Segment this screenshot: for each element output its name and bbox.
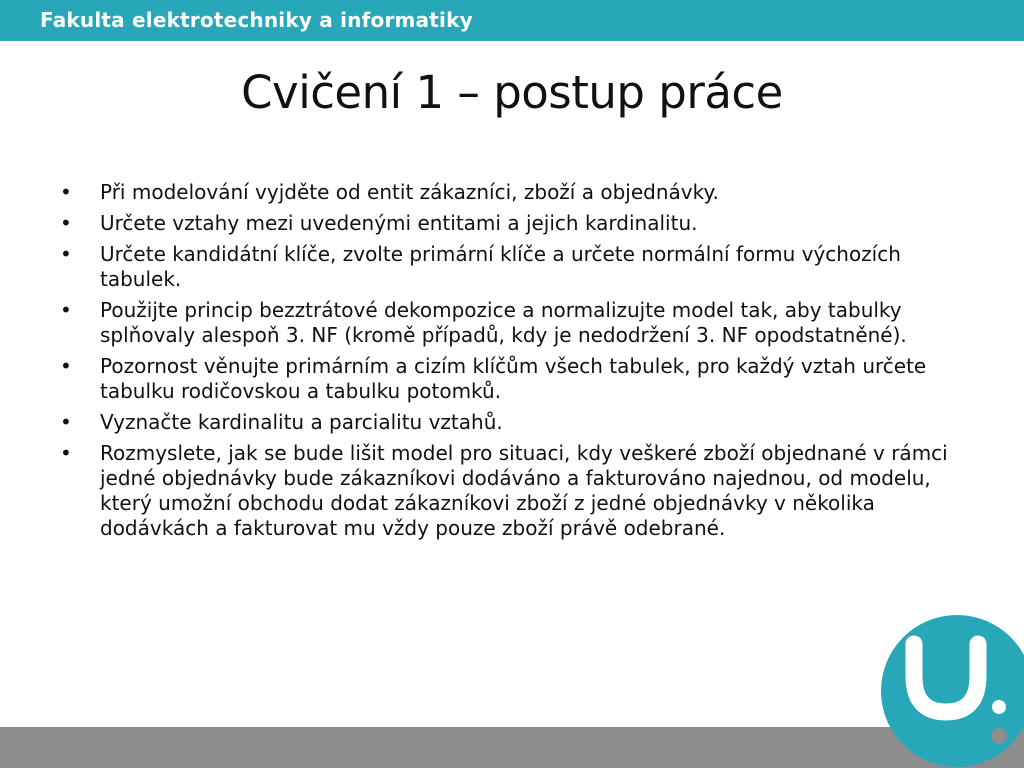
bullet-item [60,180,970,205]
bullet-text: Vyznačte kardinalitu a parcialitu vztahů. [100,410,503,434]
bullet-item [60,298,970,348]
bullet-text: Určete vztahy mezi uvedenými entitami a jejich kardinalitu. [100,211,698,235]
bullet-dot-icon: • [60,180,72,204]
bullet-dot-icon: • [60,298,72,322]
bullet-dot-icon: • [60,242,72,266]
slide-title: Cvičení 1 – postup práce [241,66,783,119]
bullet-item [60,211,970,236]
bullet-text: Rozmyslete, jak se bude lišit model pro situaci, kdy veškeré zboží objednané v rámci jedné objednávky bude zákazníkovi dodáváno a fakturováno najednou, od modelu, který umožní obchodu dodat zákazníkovi zboží z jedné objednávky v několika dodávkách a fakturovat mu vždy pouze zboží právě odebrané. [100,441,948,540]
bullet-list [60,180,970,547]
bullet-text: Určete kandidátní klíče, zvolte primární klíče a určete normální formu výchozích tabulek. [100,242,901,291]
bullet-item [60,410,970,435]
bullet-text: Při modelování vyjděte od entit zákazníci, zboží a objednávky. [100,180,719,204]
footer-bar [0,727,1024,768]
bullet-dot-icon: • [60,410,72,434]
bullet-item [60,242,970,292]
bullet-text: Pozornost věnujte primárním a cizím klíčům všech tabulek, pro každý vztah určete tabulku rodičovskou a tabulku potomků. [100,354,927,403]
bullet-dot-icon: • [60,354,72,378]
bullet-item [60,354,970,404]
university-u-logo-icon [880,614,1024,768]
header-bar [0,0,1024,41]
bullet-dot-icon: • [60,441,72,465]
bullet-item [60,441,970,541]
faculty-name: Fakulta elektrotechniky a informatiky [40,8,473,32]
bullet-dot-icon: • [60,211,72,235]
bullet-text: Použijte princip bezztrátové dekompozice a normalizujte model tak, aby tabulky splňovaly alespoň 3. NF (kromě případů, kdy je nedodržení 3. NF opodstatněné). [100,298,907,347]
